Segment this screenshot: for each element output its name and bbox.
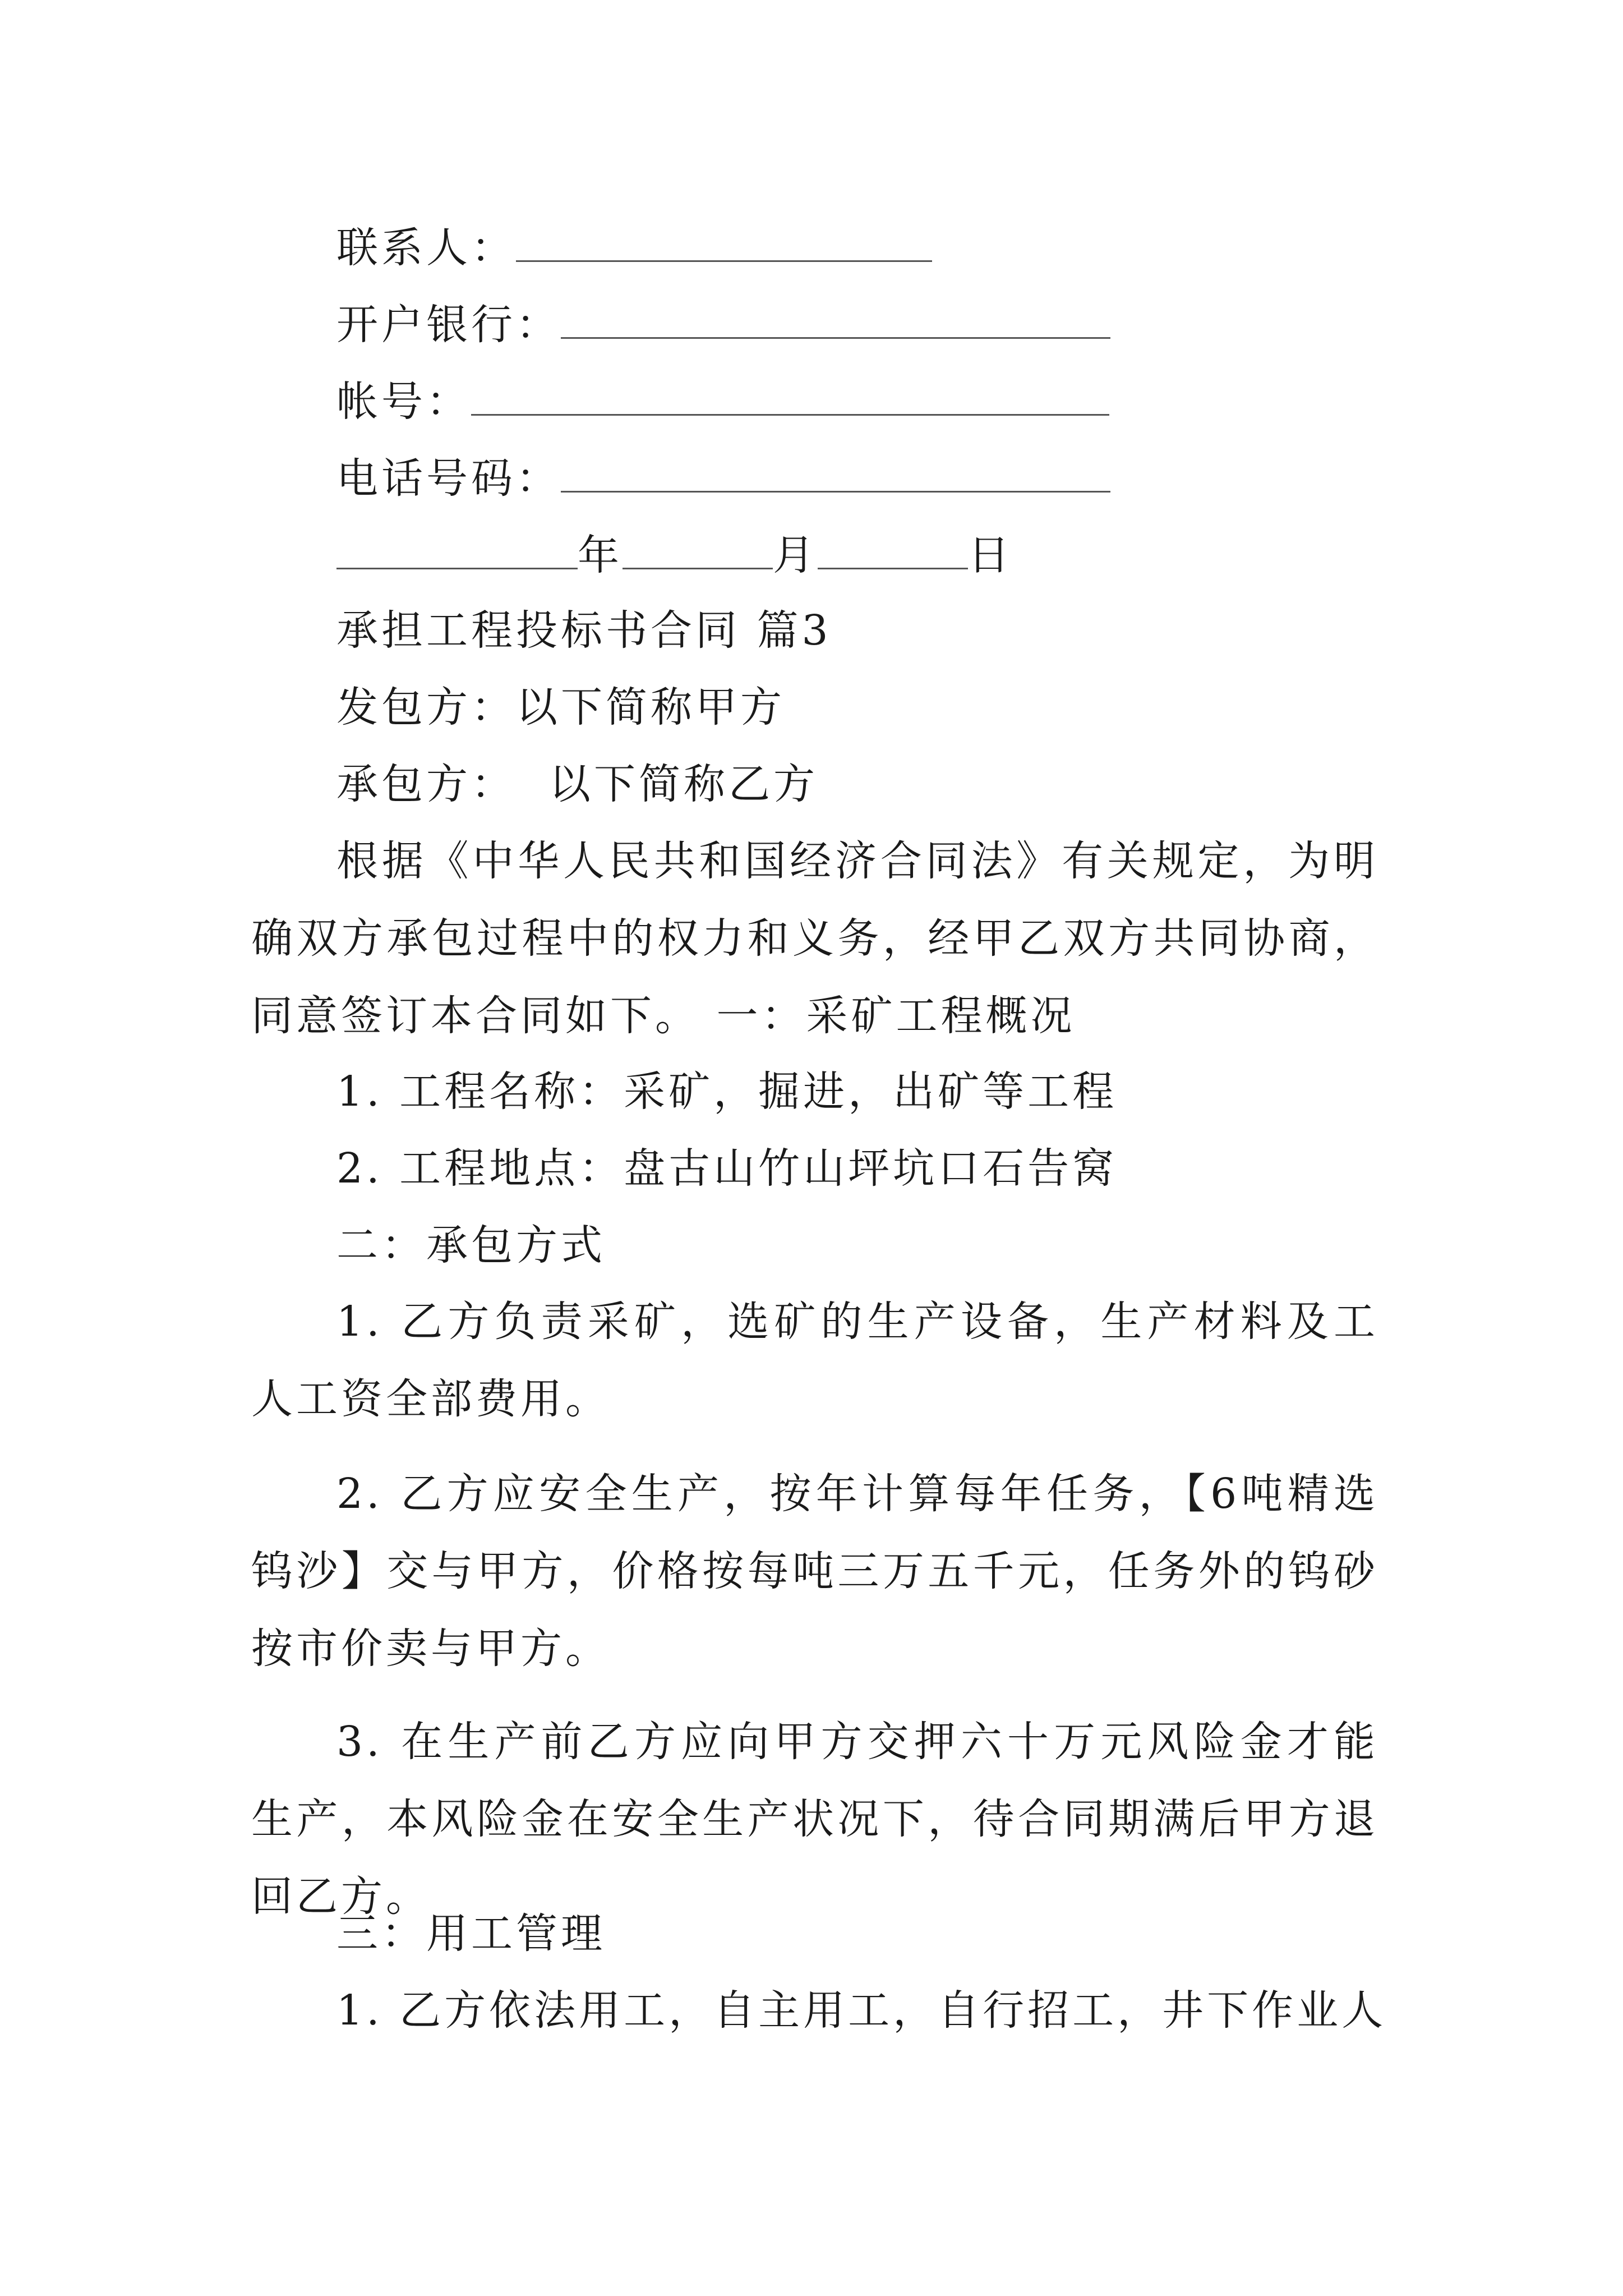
account-label: 帐号：: [336, 378, 471, 426]
account-blank: [471, 379, 1109, 416]
section-title: 承担工程投标书合同 篇3: [336, 606, 832, 655]
overview-item-1: 1. 工程名称：采矿，掘进，出矿等工程: [336, 1068, 1118, 1116]
phone-row: [336, 454, 1110, 503]
contact-person-row: [336, 224, 932, 272]
phone-blank: [561, 456, 1110, 493]
contact-person-blank: [516, 226, 932, 262]
account-row: [336, 378, 1109, 426]
contract-method-item-3: 3. 在生产前乙方应向甲方交押六十万元风险金才能生产，本风险金在安全生产状况下，待合同期满后甲方退回乙方。: [251, 1718, 1378, 1921]
year-label: 年: [578, 531, 623, 579]
bank-row: [336, 301, 1110, 349]
contract-method-heading: 二：承包方式: [336, 1221, 606, 1269]
month-blank: [623, 533, 773, 569]
year-blank: [336, 533, 578, 569]
bank-blank: [561, 302, 1110, 339]
month-label: 月: [773, 531, 818, 579]
contract-method-item-2: 2. 乙方应安全生产，按年计算每年任务，【6吨精选钨沙】交与甲方，价格按每吨三万五千元，任务外的钨砂按市价卖与甲方。: [251, 1470, 1378, 1673]
party-a: 发包方：以下简称甲方: [336, 683, 785, 731]
day-blank: [818, 533, 968, 569]
day-label: 日: [968, 531, 1013, 579]
intro-paragraph: 根据《中华人民共和国经济合同法》有关规定，为明确双方承包过程中的权力和义务，经甲乙双方共同协商，同意签订本合同如下。 一：采矿工程概况: [251, 837, 1378, 1040]
contract-method-item-1: 1. 乙方负责采矿，选矿的生产设备，生产材料及工人工资全部费用。: [251, 1297, 1378, 1423]
labor-item-1: 1. 乙方依法用工，自主用工，自行招工，井下作业人: [336, 1986, 1387, 2035]
phone-label: 电话号码：: [336, 454, 561, 503]
overview-item-2: 2. 工程地点：盘古山竹山坪坑口石告窝: [336, 1144, 1118, 1193]
bank-label: 开户银行：: [336, 301, 561, 349]
contact-person-label: 联系人：: [336, 224, 516, 272]
date-row: [336, 531, 1013, 579]
party-b: 承包方： 以下简称乙方: [336, 760, 819, 808]
labor-heading: 三：用工管理: [336, 1910, 606, 1958]
